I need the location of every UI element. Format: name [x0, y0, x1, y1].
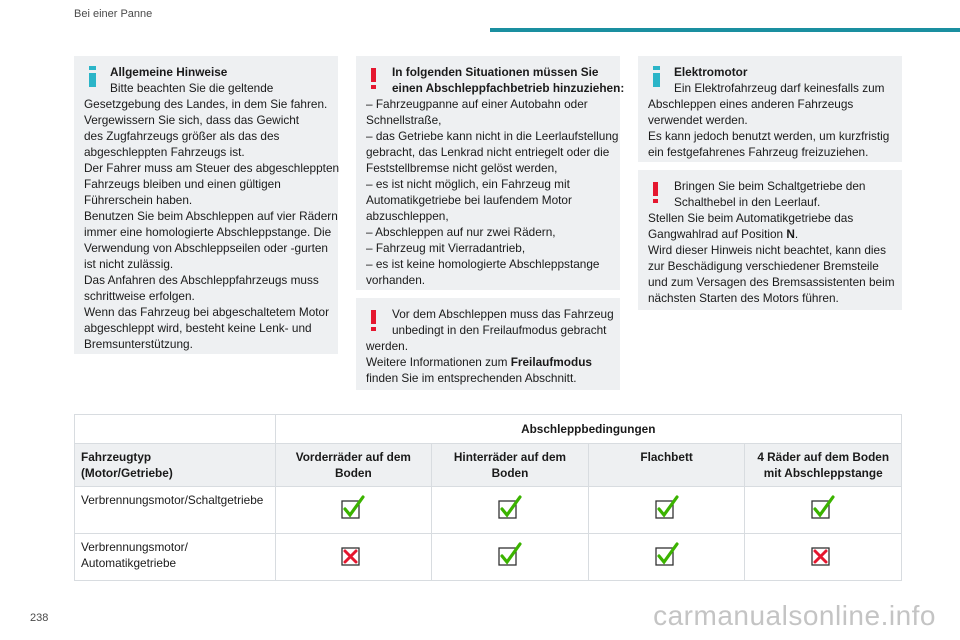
- header-text: Flachbett: [640, 450, 693, 464]
- table-row: [75, 534, 901, 580]
- situations-line: Schnellstraße,: [366, 113, 442, 127]
- freewheel-line: [366, 354, 610, 370]
- table-cell: [275, 534, 432, 580]
- warning-icon: [652, 182, 660, 204]
- check-icon: [654, 542, 680, 572]
- column-header-vehicle-type: [75, 444, 275, 486]
- table-cell: [275, 487, 432, 533]
- vehicle-type-cell: [75, 487, 275, 533]
- situations-line: – Fahrzeug mit Vierradantrieb,: [366, 241, 526, 255]
- situations-line: abzuschleppen,: [366, 209, 449, 223]
- electric-title: Elektromotor: [674, 65, 748, 79]
- warning-icon: [370, 310, 378, 332]
- gear-text: .: [794, 227, 799, 241]
- check-icon: [340, 495, 366, 525]
- general-line: des Zugfahrzeugs größer als das des: [84, 129, 280, 143]
- electric-line: ein festgefahrenes Fahrzeug freizuziehen.: [648, 145, 869, 159]
- table-group-header: Abschleppbedingungen: [275, 415, 901, 443]
- situations-line: – Fahrzeugpanne auf einer Autobahn oder: [366, 97, 588, 111]
- gear-line: Stellen Sie beim Automatikgetriebe das: [648, 211, 854, 225]
- table-cell: [588, 487, 745, 533]
- general-line: ist nicht zulässig.: [84, 257, 174, 271]
- header-text: 4 Räder auf dem Boden: [757, 450, 890, 464]
- running-header: Bei einer Panne: [74, 8, 153, 20]
- general-line: Das Anfahren des Abschleppfahrzeugs muss: [84, 273, 319, 287]
- gearbox-warning-box: [638, 170, 902, 310]
- freewheel-line: unbedingt in den Freilaufmodus gebracht: [392, 323, 607, 337]
- table-cell: [431, 487, 588, 533]
- gear-line: zur Beschädigung verschiedener Bremsteile: [648, 259, 879, 273]
- freewheel-link-text: Freilaufmodus: [510, 355, 592, 369]
- vehicle-type-text: Verbrennungsmotor/Schaltgetriebe: [81, 493, 264, 507]
- header-text: Hinterräder auf dem: [453, 450, 566, 464]
- situations-line: – es ist keine homologierte Abschleppstange: [366, 257, 600, 271]
- professional-towing-box: [356, 56, 625, 290]
- check-icon: [497, 495, 523, 525]
- general-line: abgeschleppten Fahrzeugs ist.: [84, 145, 245, 159]
- situations-title: einen Abschleppfachbetrieb hinzuziehen:: [392, 81, 625, 95]
- header-text: Vorderräder auf dem: [295, 450, 411, 464]
- header-text: Fahrzeugtyp: [81, 450, 152, 464]
- header-accent-bar: [490, 28, 960, 32]
- column-header-flatbed: [588, 444, 745, 486]
- header-text: (Motor/Getriebe): [81, 466, 173, 480]
- situations-line: – das Getriebe kann nicht in die Leerlaufstellung: [366, 129, 619, 143]
- page-number: 238: [30, 612, 49, 624]
- electric-motor-box: [638, 56, 902, 162]
- table-cell: [744, 487, 901, 533]
- towing-conditions-table: [74, 414, 902, 581]
- info-icon: [88, 66, 97, 88]
- general-line: schrittweise erfolgen.: [84, 289, 195, 303]
- info-icon: [652, 66, 661, 88]
- table-group-header-row: [75, 415, 901, 444]
- check-icon: [497, 542, 523, 572]
- header-text: Boden: [491, 466, 529, 480]
- general-line: Bremsunterstützung.: [84, 337, 193, 351]
- gear-position-n: N: [786, 227, 795, 241]
- freewheel-line: werden.: [366, 339, 408, 353]
- electric-line: Ein Elektrofahrzeug darf keinesfalls zum: [674, 81, 885, 95]
- general-line: Bitte beachten Sie die geltende: [110, 81, 274, 95]
- situations-line: gebracht, das Lenkrad nicht entriegelt oder die: [366, 145, 610, 159]
- gear-line: und zum Versagen des Bremsassistenten beim: [648, 275, 895, 289]
- table-cell: [744, 534, 901, 580]
- general-notes-box: [74, 56, 338, 354]
- general-line: Der Fahrer muss am Steuer des abgeschleppten: [84, 161, 340, 175]
- situations-line: Feststellbremse nicht gelöst werden,: [366, 161, 558, 175]
- gear-line: Bringen Sie beim Schaltgetriebe den: [674, 179, 866, 193]
- electric-line: verwendet werden.: [648, 113, 748, 127]
- general-line: Verwendung von Abschleppseilen oder -gurten: [84, 241, 328, 255]
- general-line: abgeschleppt wird, besteht keine Lenk- und: [84, 321, 312, 335]
- freewheel-text: Weitere Informationen zum: [366, 355, 511, 369]
- electric-line: Abschleppen eines anderen Fahrzeugs: [648, 97, 854, 111]
- situations-line: – es ist nicht möglich, ein Fahrzeug mit: [366, 177, 570, 191]
- watermark: carmanualsonline.info: [653, 600, 936, 631]
- freewheel-warning-box: [356, 298, 620, 390]
- column-header-front-wheels: [275, 444, 432, 486]
- general-line: Gesetzgebung des Landes, in dem Sie fahren.: [84, 97, 328, 111]
- check-icon: [654, 495, 680, 525]
- gear-line: Wird dieser Hinweis nicht beachtet, kann dies: [648, 243, 887, 257]
- general-line: Vergewissern Sie sich, dass das Gewicht: [84, 113, 300, 127]
- situations-line: Automatikgetriebe bei laufendem Motor: [366, 193, 572, 207]
- situations-line: vorhanden.: [366, 273, 426, 287]
- general-line: immer eine homologierte Abschleppstange. Die: [84, 225, 332, 239]
- warning-icon: [370, 68, 378, 90]
- electric-line: Es kann jedoch benutzt werden, um kurzfristig: [648, 129, 890, 143]
- table-cell: [431, 534, 588, 580]
- general-line: Wenn das Fahrzeug bei abgeschaltetem Motor: [84, 305, 330, 319]
- column-header-four-wheels-bar: [744, 444, 901, 486]
- gear-line: nächsten Starten des Motors führen.: [648, 291, 839, 305]
- vehicle-type-cell: [75, 534, 275, 580]
- cross-icon: [340, 542, 366, 572]
- freewheel-line: finden Sie im entsprechenden Abschnitt.: [366, 371, 577, 385]
- check-icon: [810, 495, 836, 525]
- situations-line: – Abschleppen auf nur zwei Rädern,: [366, 225, 556, 239]
- table-row: [75, 487, 901, 534]
- general-line: Fahrzeugs bleiben und einen gültigen: [84, 177, 281, 191]
- header-text: Boden: [334, 466, 372, 480]
- situations-title: In folgenden Situationen müssen Sie: [392, 65, 599, 79]
- general-line: Benutzen Sie beim Abschleppen auf vier Rädern: [84, 209, 338, 223]
- column-header-rear-wheels: [431, 444, 588, 486]
- general-notes-title: Allgemeine Hinweise: [110, 65, 228, 79]
- table-cell: [588, 534, 745, 580]
- header-text: mit Abschleppstange: [763, 466, 883, 480]
- table-header-row: [75, 444, 901, 487]
- vehicle-type-text: Automatikgetriebe: [81, 556, 177, 570]
- gear-line: [648, 226, 892, 242]
- freewheel-line: Vor dem Abschleppen muss das Fahrzeug: [392, 307, 614, 321]
- general-line: Führerschein haben.: [84, 193, 193, 207]
- gear-text: Gangwahlrad auf Position: [648, 227, 787, 241]
- gear-line: Schalthebel in den Leerlauf.: [674, 195, 821, 209]
- cross-icon: [810, 542, 836, 572]
- vehicle-type-text: Verbrennungsmotor/: [81, 540, 188, 554]
